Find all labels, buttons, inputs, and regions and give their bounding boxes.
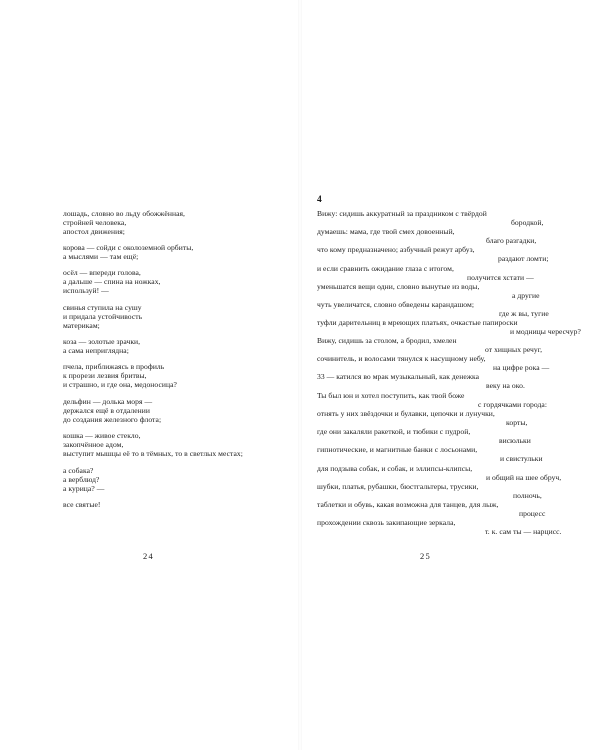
poem-line: к прорези лезвия бритвы, bbox=[63, 371, 147, 380]
poem-line: и модницы чересчур? bbox=[510, 327, 581, 336]
poem-line: от хищных речуг, bbox=[485, 345, 543, 354]
poem-line: отнять у них звёздочки и булавки, цепочки и лунучки, bbox=[317, 409, 495, 418]
page-number: 24 bbox=[143, 551, 154, 561]
poem-line: где они закаляли ракеткой, и тюбики с пудрой, bbox=[317, 427, 471, 436]
poem-line: т. к. сам ты — нарцисс. bbox=[485, 527, 562, 536]
poem-line: и страшно, и где она, медоносица? bbox=[63, 380, 177, 389]
poem-line: лошадь, словно во льду обожжённая, bbox=[63, 209, 185, 218]
poem-line: а другие bbox=[512, 291, 540, 300]
poem-line: бородкой, bbox=[511, 218, 544, 227]
poem-line: все святые! bbox=[63, 500, 101, 509]
poem-line: процесс bbox=[519, 509, 546, 518]
poem-line: держался ещё в отдалении bbox=[63, 406, 151, 415]
poem-line: висюльки bbox=[499, 436, 531, 445]
poem-line: корова — сойди с околоземной орбиты, bbox=[63, 243, 194, 252]
poem-line: Вижу: сидишь аккуратный за праздником с твёрдой bbox=[317, 209, 487, 218]
poem-line: дельфин — долька моря — bbox=[63, 397, 153, 406]
poem-line: а курица? — bbox=[63, 484, 105, 493]
right-page bbox=[300, 0, 600, 750]
page-number: 25 bbox=[420, 551, 431, 561]
poem-line: свинья ступила на сушу bbox=[63, 303, 142, 312]
poem-line: для подзыва собак, и собак, и эллипсы-клипсы, bbox=[317, 464, 473, 473]
poem-line: корты, bbox=[506, 418, 528, 427]
poem-line: выступит мышцы её то в тёмных, то в светлых местах; bbox=[63, 449, 243, 458]
poem-line: что кому предназначено; азбучный режут арбуз, bbox=[317, 245, 475, 254]
poem-line: и свистульки bbox=[500, 454, 543, 463]
poem-line: Ты был юн и хотел поступить, как твой боже bbox=[317, 391, 465, 400]
poem-line: туфли дарительниц в мреющих платьях, очкастые папироски bbox=[317, 318, 518, 327]
poem-line: думаешь: мама, где твой смех довоенный, bbox=[317, 227, 455, 236]
poem-line: пчела, приближаясь в профиль bbox=[63, 362, 165, 371]
poem-line: полночь, bbox=[513, 491, 542, 500]
section-number: 4 bbox=[317, 195, 322, 205]
poem-line: кошка — живое стекло, bbox=[63, 431, 141, 440]
poem-line: и придала устойчивость bbox=[63, 312, 143, 321]
poem-line: а дальше — спина на ножках, bbox=[63, 277, 161, 286]
poem-line: с гордячками города: bbox=[478, 400, 548, 409]
poem-line: веку на око. bbox=[486, 381, 525, 390]
poem-line: уменьшатся вещи одни, словно вынутые из воды, bbox=[317, 282, 480, 291]
poem-line: и если сравнить ожидание глаза с итогом, bbox=[317, 264, 454, 273]
poem-line: получится хстати — bbox=[467, 273, 534, 282]
poem-line: апостол движения; bbox=[63, 227, 125, 236]
poem-line: раздают ломти; bbox=[498, 254, 549, 263]
poem-line: осёл — впереди голова, bbox=[63, 268, 141, 277]
poem-line: используй! — bbox=[63, 286, 109, 295]
poem-line: 33 — катился во мрак музыкальный, как денежка bbox=[317, 372, 480, 381]
poem-line: Вижу, сидишь за столом, а бродил, хмелен bbox=[317, 336, 457, 345]
poem-line: где ж вы, тугие bbox=[499, 309, 549, 318]
poem-line: а верблюд? bbox=[63, 475, 100, 484]
poem-line: закопчённое адом, bbox=[63, 440, 124, 449]
poem-line: а сама неприглядна; bbox=[63, 346, 129, 355]
poem-line: чуть увеличатся, словно обведены карандашом; bbox=[317, 300, 475, 309]
poem-line: стройней человека, bbox=[63, 218, 127, 227]
poem-line: благо разгадки, bbox=[486, 236, 537, 245]
poem-line: а собака? bbox=[63, 466, 94, 475]
poem-line: шубки, платья, рубашки, бюстгальтеры, трусики, bbox=[317, 482, 479, 491]
poem-line: на цифре рока — bbox=[493, 363, 550, 372]
poem-line: материкам; bbox=[63, 321, 100, 330]
poem-line: и общий на шее обруч, bbox=[486, 473, 562, 482]
poem-line: гипнотические, и магнитные банки с лосьонами, bbox=[317, 445, 478, 454]
poem-line: таблетки и обувь, какая возможна для танцев, для лыж, bbox=[317, 500, 499, 509]
poem-line: коза — золотые зрачки, bbox=[63, 337, 141, 346]
poem-line: а мыслями — там ещё; bbox=[63, 252, 139, 261]
poem-line: прохождении сквозь закипающие зеркала, bbox=[317, 518, 456, 527]
poem-line: до создания железного флота; bbox=[63, 415, 162, 424]
poem-line: сочинитель, и волосами тянулся к насущному небу, bbox=[317, 354, 486, 363]
